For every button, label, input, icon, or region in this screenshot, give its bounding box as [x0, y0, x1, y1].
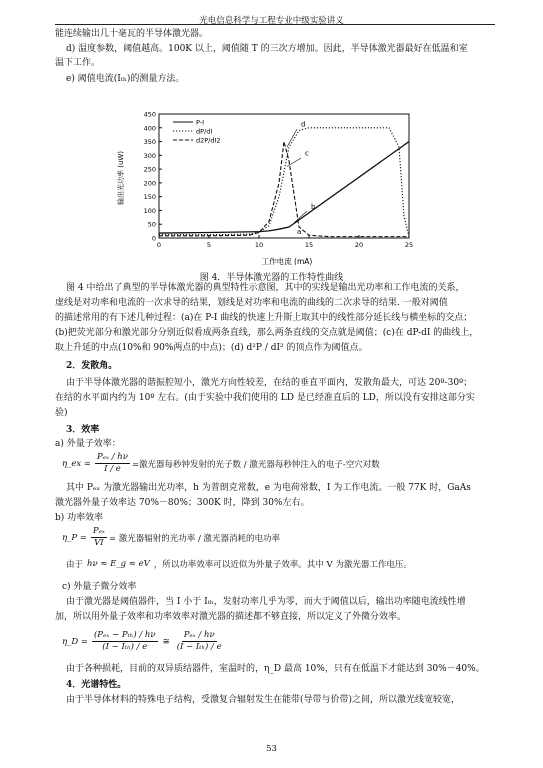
section-heading: 2．发散角。: [66, 361, 118, 371]
y-tick-label: 200: [143, 179, 156, 188]
x-tick-label: 0: [156, 241, 162, 249]
x-tick-label: 25: [404, 241, 414, 249]
series-line-d2P/dI2: [159, 142, 409, 237]
y-tick-label: 0: [151, 234, 156, 243]
text-line: 激光器外量子效率达 70%－80%；300K 时，降到 30%左右。: [55, 498, 310, 508]
text-line: 验): [55, 408, 68, 418]
y-tick-label: 50: [147, 220, 156, 229]
running-header: 光电信息科学与工程专业中级实验讲义: [199, 16, 344, 26]
annotation-label: d: [301, 120, 306, 129]
text-line: 温下工作。: [55, 58, 101, 68]
page-number: 53: [266, 744, 277, 754]
y-tick-label: 350: [143, 138, 156, 147]
annotation-label: c: [305, 149, 309, 158]
text-line: (b)把荧光部分和激光部分分别近似看成两条直线，那么两条直线的交点就是阈值；(c)在 dP-dI 的曲线上，: [55, 328, 479, 338]
formula-eta-d: η_D = $\frac{\text{(Pₑₓ − Pₜₕ) / hν}}{\text{(I − Iₜₕ) / e}}$ ≅ $\frac{\text{Pₑₓ / hν}}{\text{(I − Iₜₕ) / e}}$: [62, 630, 222, 652]
series-line-P-I: [159, 142, 409, 233]
figure-caption: 图 4．半导体激光器的工作特性曲线: [199, 273, 344, 283]
header-rule: [55, 24, 495, 25]
y-tick-label: 450: [143, 110, 156, 119]
section-heading: 3．效率: [66, 425, 100, 435]
x-tick-label: 10: [254, 241, 264, 249]
text-line: 由于各种损耗，目前的双异质结器件，室温时的，η_D 最高 10%，只有在低温下才能达到 30%－40%。: [66, 664, 485, 674]
annotation-leader: [294, 211, 307, 223]
annotation-label: b: [311, 203, 316, 212]
x-tick-label: 20: [354, 241, 364, 249]
subheading: c) 外量子微分效率: [62, 582, 137, 592]
x-axis-label: 工作电流 (mA): [261, 257, 313, 266]
legend-label: dP/dI: [196, 127, 213, 136]
text-line: 由于半导体激光器的谐振腔短小，激光方向性较差，在结的垂直平面内，发散角最大，可达 20º-30º；: [66, 378, 473, 388]
annotation-leader: [287, 129, 297, 147]
x-tick-label: 5: [206, 241, 212, 249]
y-tick-label: 400: [143, 124, 156, 133]
text-line: 能连续输出几十毫瓦的半导体激光器。: [55, 29, 209, 39]
text-line: 图 4 中给出了典型的半导体激光器的典型特性示意图，其中的实线是输出光功率和工作电流的关系，: [66, 283, 465, 293]
annotation-label: a: [297, 227, 302, 236]
text-line: 由于半导体材料的特殊电子结构，受激复合辐射发生在能带(导带与价带)之间，所以激光线宽较宽，: [66, 695, 461, 705]
y-tick-label: 150: [143, 193, 156, 202]
formula-eta-ex: η_ex = $\frac{\text{Pₑₓ / hν}}{I / e}$ =激光器每秒钟发射的光子数 / 激光器每秒钟注入的电子-空穴对数: [62, 452, 380, 474]
subheading: a) 外量子效率：: [55, 439, 121, 449]
x-tick-label: 15: [304, 241, 314, 249]
text-line: 的描述常用的有下述几种过程：(a)在 P-I 曲线的快速上升斯上取其中的线性部分延长线与横坐标的交点；: [55, 313, 473, 323]
legend-label: P-I: [196, 118, 205, 127]
text-line: 加，所以用外量子效率和功率效率对激光器的描述都不够直接，所以定义了外微分效率。: [55, 612, 407, 622]
text-line: 取上升延的中点(10%和 90%两点的中点)；(d) d²P / dI² 的顶点作为阈值点。: [55, 343, 368, 353]
y-axis-label: 输出光功率 (uW): [117, 150, 125, 206]
text-line: 虚线是对功率和电流的一次求导的结果，划线是对功率和电流的曲线的二次求导的结果. 一般对阈值: [55, 298, 448, 308]
formula-eta-p: η_P = $\frac{\text{Pₑₓ}}{VI}$ = 激光器辐射的光功率 / 激光器消耗的电功率: [62, 526, 281, 548]
pi-characteristic-chart: [115, 108, 415, 268]
approx-line: 由于 hν ≈ E_g ≈ eV ，所以功率效率可以近似为外量子效率。其中 V 为激光器工作电压。: [66, 559, 412, 570]
text-line: 在结的水平面内约为 10º 左右。(由于实验中我们使用的 LD 是已经准直后的 LD，所以没有安排这部分实: [55, 393, 475, 403]
y-tick-label: 300: [143, 151, 156, 160]
text-line: 其中 Pₑₓ 为激光器输出光功率，h 为普朗克常数，e 为电荷常数，I 为工作电流。一般 77K 时，GaAs: [66, 483, 471, 493]
text-line: 由于激光器是阈值器件，当 I 小于 Iₜₕ，发射功率几乎为零，而大于阈值以后，输出功率随电流线性增: [66, 597, 466, 607]
legend-label: d2P/dI2: [196, 136, 221, 145]
y-tick-label: 250: [143, 165, 156, 174]
section-heading: 4．光谱特性。: [66, 680, 127, 690]
subheading: b) 功率效率: [55, 513, 104, 523]
text-line: d) 温度参数，阈值越高。100K 以上，阈值随 T 的三次方增加。因此，半导体激光器最好在低温和室: [66, 44, 468, 54]
y-tick-label: 100: [143, 206, 156, 215]
text-line: e) 阈值电流(Iₜₕ)的测量方法。: [66, 74, 185, 84]
